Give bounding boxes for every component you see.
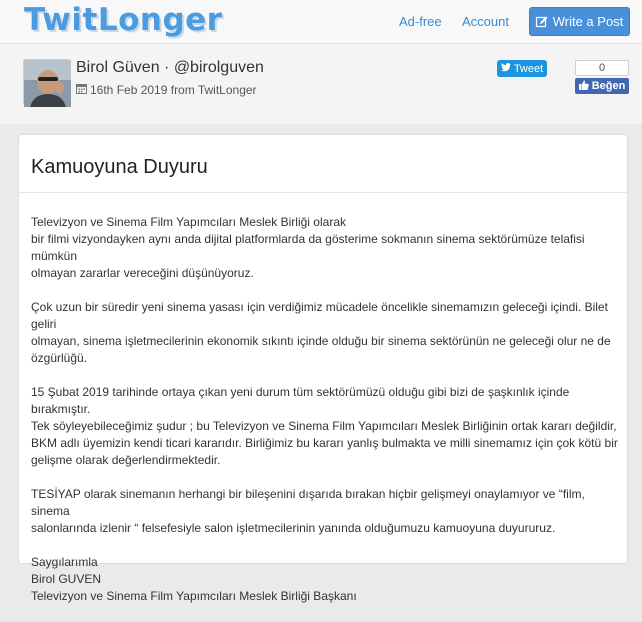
tweet-button[interactable] bbox=[497, 60, 547, 77]
text-line: özgürlüğü. bbox=[31, 351, 88, 365]
post-body bbox=[31, 214, 623, 622]
title-divider bbox=[19, 192, 627, 193]
paragraph bbox=[31, 486, 623, 537]
text-line: Tek söyleyebileceğimiz şudur ; bu Televizyon ve Sinema Film Yapımcıları Meslek Birliğinin ortak kararı değildir, bbox=[31, 419, 617, 433]
profile-header bbox=[0, 44, 642, 124]
text-line: Birol GUVEN bbox=[31, 572, 102, 586]
write-post-label: Write a Post bbox=[552, 14, 624, 29]
twitter-bird-icon bbox=[501, 63, 511, 75]
author-name[interactable]: Birol Güven · @birolguven bbox=[76, 59, 264, 76]
text-line: gelişme olarak değerlendirmektedir. bbox=[31, 453, 221, 467]
paragraph bbox=[31, 384, 623, 469]
facebook-thumb-icon bbox=[579, 80, 589, 93]
tweet-label: Tweet bbox=[513, 62, 544, 75]
text-line: bir filmi vizyondayken aynı anda dijital platformlarda da gösterime sokmanın sinema sektörümüze telafisi mümkün bbox=[31, 232, 585, 263]
write-post-button[interactable] bbox=[529, 7, 630, 36]
post-date-text: 16th Feb 2019 from TwitLonger bbox=[90, 83, 257, 97]
text-line: olmayan, sinema işletmecilerinin ekonomik sıkıntı içinde olduğu bir sinema sektörünün ne geleceği olur ne de bbox=[31, 334, 611, 348]
text-line: olmayan zararlar vereceğini düşünüyoruz. bbox=[31, 266, 254, 280]
nav-link-ad-free[interactable]: Ad-free bbox=[399, 14, 442, 29]
text-line: Saygılarımla bbox=[31, 555, 98, 569]
text-line: Televizyon ve Sinema Film Yapımcıları Meslek Birliği Başkanı bbox=[31, 589, 357, 603]
avatar[interactable] bbox=[23, 59, 70, 106]
text-line: TESİYAP olarak sinemanın herhangi bir bileşenini dışarıda bırakan hiçbir gelişmeyi onaylamıyor ve “film, sinema bbox=[31, 487, 585, 518]
paragraph bbox=[31, 214, 623, 282]
paragraph bbox=[31, 299, 623, 367]
site-logo[interactable]: TwitLonger bbox=[24, 2, 223, 38]
post-card bbox=[18, 134, 628, 603]
text-line: Çok uzun bir süredir yeni sinema yasası için verdiğimiz mücadele öncelikle sinemamızın geleceği içindi. Bilet geliri bbox=[31, 300, 608, 331]
post-title: Kamuoyuna Duyuru bbox=[31, 156, 208, 178]
like-count: 0 bbox=[575, 60, 629, 76]
text-line: salonlarında izlenir “ felsefesiyle salon işletmecilerinin yanında olduğumuzu kamuoyuna duyururuz. bbox=[31, 521, 556, 535]
calendar-icon bbox=[76, 83, 87, 97]
like-label: Beğen bbox=[591, 80, 626, 92]
text-line: Televizyon ve Sinema Film Yapımcıları Meslek Birliği olarak bbox=[31, 215, 346, 229]
like-button[interactable] bbox=[575, 78, 629, 94]
navbar bbox=[0, 0, 642, 44]
text-line: 15 Şubat 2019 tarihinde ortaya çıkan yeni durum tüm sektörümüzü olduğu gibi bizi de şaşkınlık içinde bırakmıştır. bbox=[31, 385, 570, 416]
text-line: BKM adlı üyemizin kendi ticari kararıdır. Birliğimiz bu kararı yanlış bulmakta ve milli sinemamız için çok kötü bir bbox=[31, 436, 618, 450]
edit-icon bbox=[536, 16, 548, 28]
post-date bbox=[76, 83, 257, 97]
nav-link-account[interactable]: Account bbox=[462, 14, 509, 29]
signature bbox=[31, 554, 623, 605]
